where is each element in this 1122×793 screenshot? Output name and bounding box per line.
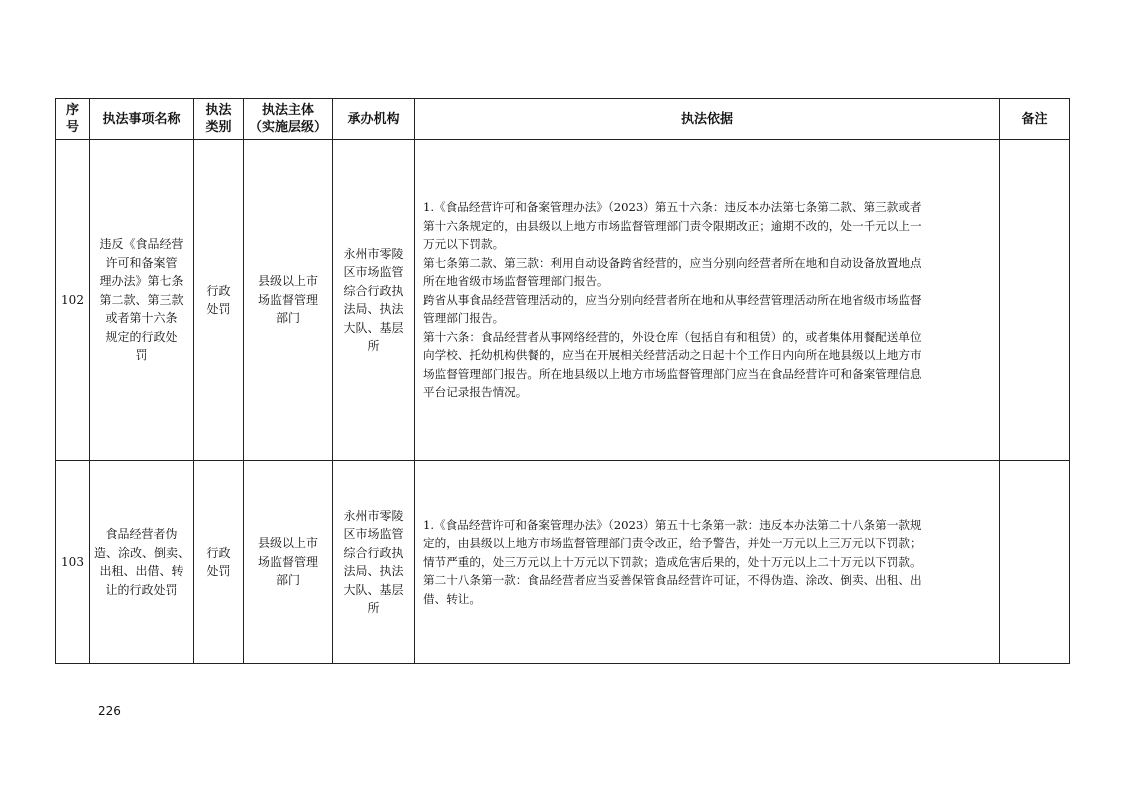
header-subject-line: 执法主体	[261, 103, 314, 118]
header-basis: 执法依据	[415, 99, 1000, 140]
basis-line: 第十六条规定的，由县级以上地方市场监督管理部门责令限期改正；逾期不改的，处一千元以上一	[423, 218, 922, 233]
cell-remarks	[1000, 461, 1070, 664]
cell-line: 第二款、第三款	[99, 292, 184, 307]
cell-line: 处罚	[206, 302, 231, 316]
cell-seq: 102	[56, 140, 90, 461]
cell-category	[194, 140, 244, 461]
cell-item-name	[90, 461, 194, 664]
header-subject	[244, 99, 333, 140]
cell-agency	[333, 461, 415, 664]
cell-line: 行政	[206, 545, 231, 560]
cell-agency	[333, 140, 415, 461]
header-category	[194, 99, 244, 140]
cell-line: 区市场监管	[343, 527, 404, 541]
basis-line: 借、转让。	[423, 591, 481, 606]
cell-basis	[415, 461, 1000, 664]
cell-line: 行政	[206, 283, 231, 298]
basis-line: 跨省从事食品经营管理活动的，应当分别向经营者所在地和从事经营管理活动所在地省级市场监督	[423, 292, 922, 307]
basis-line: 万元以下罚款。	[423, 237, 505, 252]
cell-line: 处罚	[206, 564, 231, 578]
cell-line: 食品经营者伪	[105, 527, 178, 541]
header-seq-line: 序	[65, 103, 79, 118]
basis-line: 第七条第二款、第三款：利用自动设备跨省经营的，应当分别向经营者所在地和自动设备放置地点	[423, 255, 922, 270]
cell-remarks	[1000, 140, 1070, 461]
header-category-line: 执法	[205, 103, 232, 118]
header-category-line: 类别	[205, 120, 232, 135]
cell-line: 理办法》第七条	[99, 274, 184, 289]
basis-line: 所在地省级市场监督管理部门报告。	[423, 274, 609, 289]
enforcement-table	[55, 98, 1070, 664]
cell-line: 规定的行政处	[105, 329, 178, 344]
cell-line: 大队、基层	[343, 320, 404, 335]
basis-line: 向学校、托幼机构供餐的，应当在开展相关经营活动之日起十个工作日内向所在地县级以上地方市	[423, 348, 922, 363]
cell-item-name	[90, 140, 194, 461]
cell-line: 罚	[135, 348, 148, 363]
header-seq	[56, 99, 90, 140]
cell-line: 许可和备案管	[105, 255, 178, 270]
header-row	[56, 99, 1070, 140]
basis-line: 定的，由县级以上地方市场监督管理部门责令改正，给予警告，并处一万元以上三万元以下罚款；	[423, 536, 922, 551]
basis-line: 平台记录报告情况。	[423, 385, 528, 400]
cell-line: 或者第十六条	[105, 311, 178, 326]
cell-line: 场监督管理	[257, 292, 318, 307]
cell-subject	[244, 140, 333, 461]
table-row	[56, 140, 1070, 461]
header-remarks: 备注	[1000, 99, 1070, 140]
cell-line: 场监督管理	[257, 554, 318, 569]
cell-line: 永州市零陵	[343, 246, 404, 261]
page-number: 226	[98, 704, 121, 718]
cell-basis	[415, 140, 1000, 461]
cell-line: 让的行政处罚	[105, 582, 178, 597]
header-item-name: 执法事项名称	[90, 99, 194, 140]
cell-line: 造、涂改、倒卖、	[94, 545, 191, 560]
cell-line: 大队、基层	[343, 582, 404, 597]
cell-line: 部门	[275, 311, 300, 326]
cell-line: 综合行政执	[343, 545, 404, 560]
cell-line: 综合行政执	[343, 283, 404, 298]
cell-line: 部门	[275, 573, 300, 588]
cell-category	[194, 461, 244, 664]
basis-line: 第二十八条第一款：食品经营者应当妥善保管食品经营许可证，不得伪造、涂改、倒卖、出租、出	[423, 573, 922, 588]
cell-seq: 103	[56, 461, 90, 664]
cell-line: 永州市零陵	[343, 508, 404, 523]
table-row	[56, 461, 1070, 664]
cell-line: 法局、执法	[343, 564, 404, 578]
basis-line: 第十六条：食品经营者从事网络经营的，外设仓库（包括自有和租赁）的，或者集体用餐配送单位	[423, 329, 922, 344]
basis-line: 1.《食品经营许可和备案管理办法》（2023）第五十七条第一款：违反本办法第二十八条第一款规	[423, 517, 922, 532]
cell-line: 违反《食品经营	[99, 237, 184, 252]
basis-line: 1.《食品经营许可和备案管理办法》（2023）第五十六条：违反本办法第七条第二款、第三款或者	[423, 200, 922, 215]
cell-subject	[244, 461, 333, 664]
basis-line: 管理部门报告。	[423, 311, 505, 326]
cell-line: 县级以上市	[257, 536, 318, 551]
header-agency: 承办机构	[333, 99, 415, 140]
basis-line: 情节严重的，处三万元以上十万元以下罚款；造成危害后果的，处十万元以上二十万元以下罚款。	[423, 554, 922, 569]
cell-line: 所	[367, 339, 380, 353]
cell-line: 法局、执法	[343, 302, 404, 316]
cell-line: 区市场监管	[343, 265, 404, 279]
cell-line: 出租、出借、转	[99, 564, 184, 578]
header-seq-line: 号	[65, 120, 79, 135]
cell-line: 所	[367, 601, 380, 615]
header-subject-line: （实施层级）	[248, 120, 327, 135]
cell-line: 县级以上市	[257, 274, 318, 289]
basis-line: 场监督管理部门报告。所在地县级以上地方市场监督管理部门应当在食品经营许可和备案管理信息	[423, 366, 922, 381]
